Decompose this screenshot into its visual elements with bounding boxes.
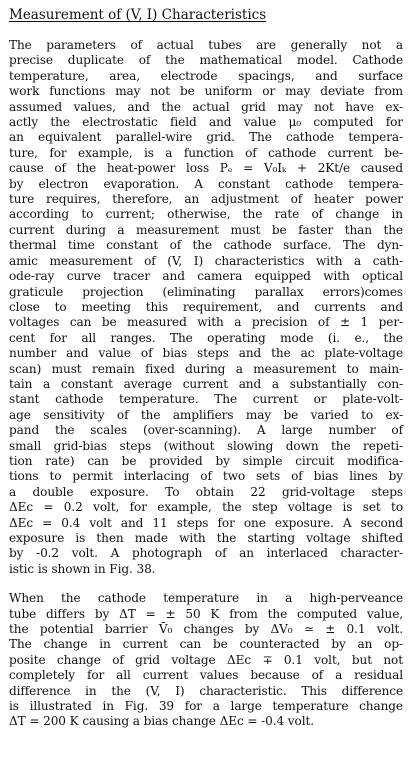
text-line: according to current; otherwise, the rate of change in (9, 207, 403, 222)
text-line: ture, for example, is a function of cathode current be- (9, 145, 403, 160)
text-line: age sensitivity of the amplifiers may be varied to ex- (9, 407, 403, 422)
text-line: amic measurement of (V, I) characteristics with a cath- (9, 253, 403, 268)
section-heading: Measurement of (V, I) Characteristics (9, 7, 267, 23)
text-line: tube differs by ΔT = ± 50 K from the computed value, (9, 606, 403, 621)
text-line: graticule projection (eliminating parallax errors)comes (9, 284, 403, 299)
text-line: stant cathode temperature. The current or plate-volt- (9, 392, 403, 407)
text-line: the potential barrier V̄₀ changes by ΔV₀ ≃ ± 0.1 volt. (9, 622, 403, 637)
paragraph-2 (9, 591, 403, 730)
text-line: ture requires, therefore, an adjustment of heater power (9, 192, 403, 207)
text-line: cause of the heat-power loss Pₑ = V₀Iₖ + 2Kt/e caused (9, 161, 403, 176)
text-line: small grid-bias steps (without slowing down the repeti- (9, 438, 403, 453)
text-line: by -0.2 volt. A photograph of an interlaced character- (9, 546, 403, 561)
paragraph-gap (9, 577, 403, 591)
text-line: difference in the (V, I) characteristic. This difference (9, 683, 403, 698)
text-line: thermal time constant of the cathode surface. The dyn- (9, 238, 403, 253)
text-line: work functions may not be uniform or may deviate from (9, 84, 403, 99)
text-line: ΔEc = 0.4 volt and 11 steps for one exposure. A second (9, 515, 403, 530)
text-line: scan) must remain fixed during a measurement to main- (9, 361, 403, 376)
text-line: is illustrated in Fig. 39 for a large temperature change (9, 699, 403, 714)
text-line: tion rate) can be provided by simple circuit modifica- (9, 453, 403, 468)
text-line: posite change of grid voltage ΔEc ∓ 0.1 volt, but not (9, 652, 403, 667)
paragraph-1 (9, 38, 403, 577)
text-line: tain a constant average current and a substantially con- (9, 376, 403, 391)
text-line: ΔEc = 0.2 volt, for example, the step voltage is set to (9, 500, 403, 515)
text-line: pand the scales (over-scanning). A large number of (9, 423, 403, 438)
text-line: by electron evaporation. A constant cathode tempera- (9, 176, 403, 191)
text-line: ΔT = 200 K causing a bias change ΔEc = -0.4 volt. (9, 714, 314, 729)
text-line: precise duplicate of the mathematical model. Cathode (9, 53, 403, 68)
text-line: actly the electrostatic field and value μ₀ computed for (9, 115, 403, 130)
text-line: a double exposure. To obtain 22 grid-voltage steps (9, 484, 403, 499)
text-line: close to meeting this requirement, and currents and (9, 299, 403, 314)
text-line: The change in current can be counteracted by an op- (9, 637, 403, 652)
text-line: temperature, area, electrode spacings, and surface (9, 68, 403, 83)
text-line: The parameters of actual tubes are generally not a (9, 38, 403, 52)
text-line: an equivalent parallel-wire grid. The cathode tempera- (9, 130, 403, 145)
text-line: assumed values, and the actual grid may not have ex- (9, 99, 403, 114)
text-line: ode-ray curve tracer and camera equipped with optical (9, 269, 403, 284)
text-line: cent for all ranges. The operating mode (i. e., the (9, 330, 403, 345)
text-line: current during a measurement must be faster than the (9, 222, 403, 237)
text-line: voltages can be measured with a precision of ± 1 per- (9, 315, 403, 330)
text-line: istic is shown in Fig. 38. (9, 561, 156, 576)
text-line: tions to permit interlacing of two sets of bias lines by (9, 469, 403, 484)
text-line: number and value of bias steps and the ac plate-voltage (9, 346, 403, 361)
text-line: completely for all current values because of a residual (9, 668, 403, 683)
text-line: exposure is then made with the starting voltage shifted (9, 531, 403, 545)
text-line: When the cathode temperature in a high-perveance (9, 591, 403, 606)
